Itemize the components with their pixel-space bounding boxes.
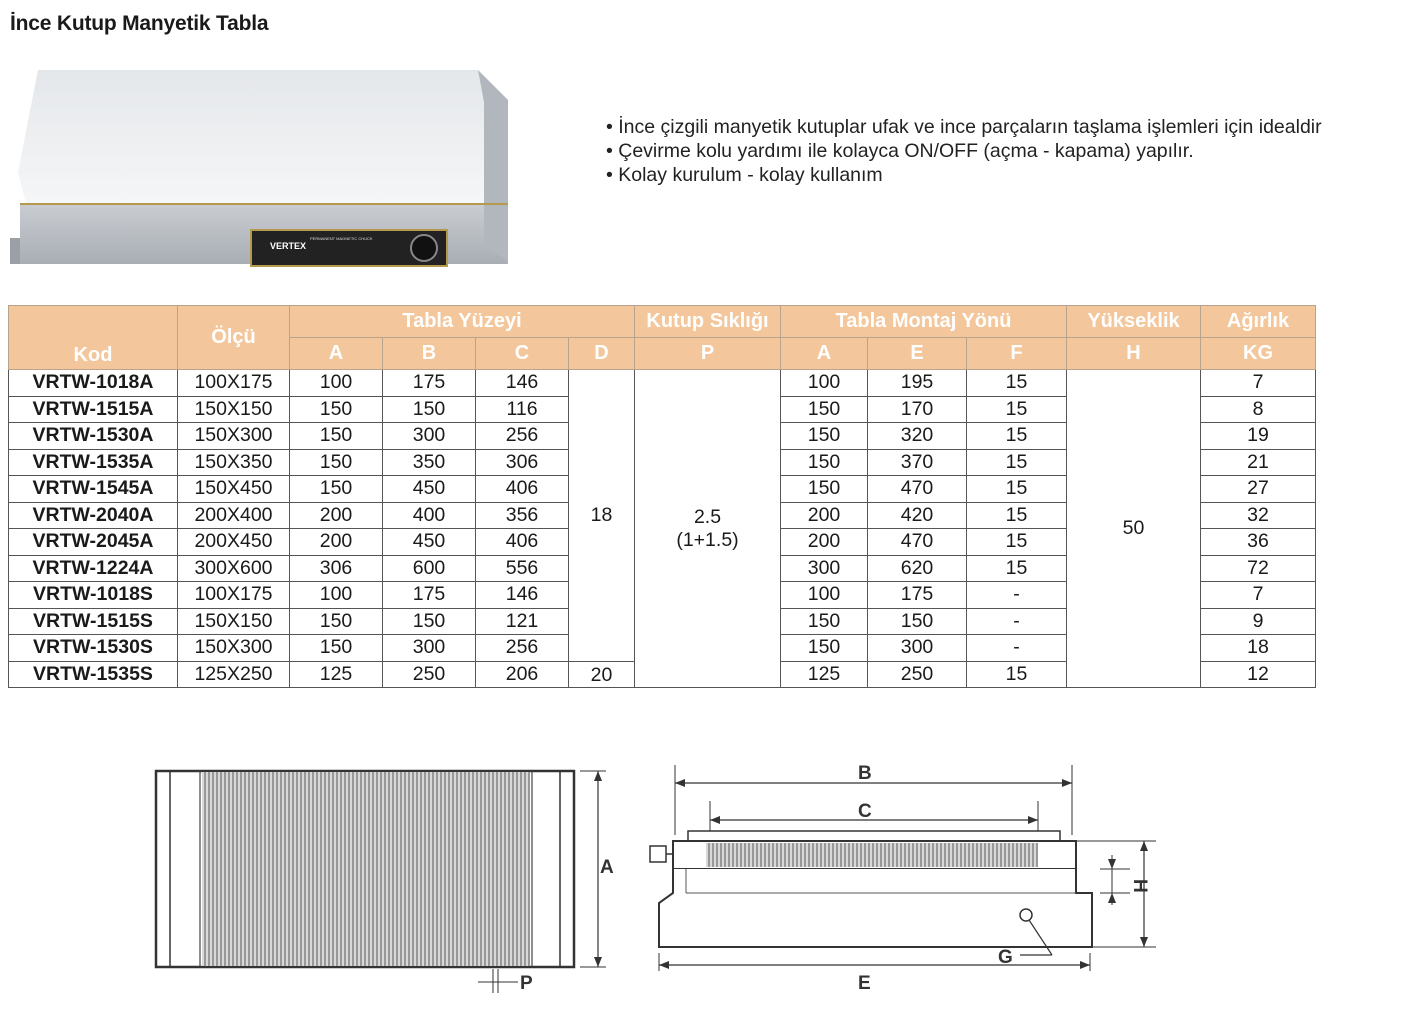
cell-olcu: 150X350 [178,449,290,476]
cell-c: 116 [476,396,569,423]
feature-item: • İnce çizgili manyetik kutuplar ufak ve ince parçaların taşlama işlemleri için idealdir [606,116,1322,138]
product-photo [8,62,518,277]
cell-kod: VRTW-1515A [9,396,178,423]
cell-olcu: 300X600 [178,555,290,582]
cell-b: 350 [383,449,476,476]
feature-item: • Kolay kurulum - kolay kullanım [606,164,883,186]
label-g: G [998,947,1013,968]
subheader-b: B [383,338,476,370]
cell-kg: 8 [1201,396,1316,423]
cell-b: 450 [383,529,476,556]
cell-e: 470 [868,476,967,503]
cell-kg: 27 [1201,476,1316,503]
cell-olcu: 150X300 [178,423,290,450]
cell-kod: VRTW-1530S [9,635,178,662]
cell-f: - [967,582,1067,609]
cell-c: 146 [476,370,569,397]
label-p: P [520,973,533,994]
cell-f: 15 [967,476,1067,503]
cell-olcu: 100X175 [178,370,290,397]
cell-a2: 100 [781,370,868,397]
cell-e: 300 [868,635,967,662]
cell-c: 146 [476,582,569,609]
cell-b: 150 [383,608,476,635]
cell-kg: 18 [1201,635,1316,662]
cell-kg: 9 [1201,608,1316,635]
cell-a: 150 [290,423,383,450]
header-yukseklik: Yükseklik [1067,306,1201,338]
feature-item: • Çevirme kolu yardımı ile kolayca ON/OFF (açma - kapama) yapılır. [606,140,1194,162]
page-title: İnce Kutup Manyetik Tabla [10,12,269,35]
subheader-h: H [1067,338,1201,370]
label-b: B [858,763,872,784]
cell-f: 15 [967,370,1067,397]
header-kutup-sikligi: Kutup Sıklığı [635,306,781,338]
technical-drawing [140,755,1170,1005]
subheader-e: E [868,338,967,370]
spec-table [8,305,1316,688]
cell-a2: 150 [781,396,868,423]
cell-f: 15 [967,396,1067,423]
cell-kg: 7 [1201,582,1316,609]
cell-kg: 21 [1201,449,1316,476]
cell-a2: 200 [781,529,868,556]
cell-f: 15 [967,661,1067,688]
cell-c: 356 [476,502,569,529]
cell-b: 300 [383,423,476,450]
nameplate-label: PERMANENT MAGNETIC CHUCK [310,236,373,241]
subheader-p: P [635,338,781,370]
subheader-kg: KG [1201,338,1316,370]
cell-f: - [967,635,1067,662]
cell-kod: VRTW-1535A [9,449,178,476]
cell-kod: VRTW-2040A [9,502,178,529]
cell-kg: 72 [1201,555,1316,582]
nameplate-brand: VERTEX [270,241,307,251]
feature-list [606,115,1336,187]
cell-kod: VRTW-1018S [9,582,178,609]
label-h: H [1129,879,1150,893]
cell-a2: 125 [781,661,868,688]
label-e: E [858,973,871,994]
header-tabla-yuzeyi: Tabla Yüzeyi [290,306,635,338]
header-olcu: Ölçü [178,306,290,370]
cell-olcu: 150X450 [178,476,290,503]
cell-kod: VRTW-1224A [9,555,178,582]
cell-kod: VRTW-1515S [9,608,178,635]
cell-a2: 100 [781,582,868,609]
table-row [9,370,1316,397]
cell-d-merged: 18 [569,370,635,662]
cell-kod: VRTW-1545A [9,476,178,503]
cell-kod: VRTW-1018A [9,370,178,397]
cell-c: 256 [476,635,569,662]
cell-f: 15 [967,423,1067,450]
cell-c: 121 [476,608,569,635]
cell-e: 420 [868,502,967,529]
cell-c: 406 [476,529,569,556]
cell-c: 556 [476,555,569,582]
cell-e: 620 [868,555,967,582]
cell-kod: VRTW-1530A [9,423,178,450]
label-a: A [600,857,614,878]
cell-kg: 7 [1201,370,1316,397]
subheader-a: A [290,338,383,370]
subheader-f: F [967,338,1067,370]
cell-a: 150 [290,396,383,423]
cell-kg: 12 [1201,661,1316,688]
cell-p-merged [635,370,781,688]
cell-e: 170 [868,396,967,423]
cell-kg: 32 [1201,502,1316,529]
cell-a: 100 [290,582,383,609]
cell-c: 306 [476,449,569,476]
cell-b: 600 [383,555,476,582]
cell-olcu: 150X300 [178,635,290,662]
cell-e: 175 [868,582,967,609]
cell-b: 450 [383,476,476,503]
cell-d-last: 20 [569,661,635,688]
cell-a: 100 [290,370,383,397]
cell-a2: 150 [781,635,868,662]
cell-a2: 300 [781,555,868,582]
cell-a: 150 [290,476,383,503]
cell-e: 195 [868,370,967,397]
header-agirlik: Ağırlık [1201,306,1316,338]
header-tabla-montaj-yonu: Tabla Montaj Yönü [781,306,1067,338]
subheader-d: D [569,338,635,370]
side-view [650,763,1156,994]
cell-b: 250 [383,661,476,688]
cell-olcu: 100X175 [178,582,290,609]
cell-kg: 36 [1201,529,1316,556]
header-kod: Kod [9,306,178,370]
p-value: 2.5 [693,505,722,528]
cell-olcu: 200X400 [178,502,290,529]
cell-f: 15 [967,529,1067,556]
cell-f: 15 [967,449,1067,476]
label-c: C [858,801,872,822]
cell-b: 175 [383,582,476,609]
cell-a: 150 [290,635,383,662]
cell-a: 125 [290,661,383,688]
cell-olcu: 150X150 [178,396,290,423]
cell-a: 150 [290,608,383,635]
cell-a: 306 [290,555,383,582]
cell-b: 175 [383,370,476,397]
cell-c: 206 [476,661,569,688]
p-detail: (1+1.5) [676,528,739,551]
cell-c: 406 [476,476,569,503]
subheader-a2: A [781,338,868,370]
cell-e: 150 [868,608,967,635]
cell-kod: VRTW-2045A [9,529,178,556]
cell-f: - [967,608,1067,635]
cell-h-merged: 50 [1067,370,1201,688]
cell-olcu: 125X250 [178,661,290,688]
cell-a: 200 [290,529,383,556]
on-off-knob [411,235,437,261]
cell-a2: 150 [781,476,868,503]
cell-a2: 150 [781,449,868,476]
cell-f: 15 [967,555,1067,582]
cell-e: 470 [868,529,967,556]
cell-a2: 150 [781,423,868,450]
cell-a: 200 [290,502,383,529]
cell-e: 320 [868,423,967,450]
cell-c: 256 [476,423,569,450]
top-view [156,771,614,994]
cell-kg: 19 [1201,423,1316,450]
cell-a: 150 [290,449,383,476]
cell-e: 370 [868,449,967,476]
cell-kod: VRTW-1535S [9,661,178,688]
cell-a2: 150 [781,608,868,635]
cell-e: 250 [868,661,967,688]
cell-b: 300 [383,635,476,662]
subheader-c: C [476,338,569,370]
cell-olcu: 150X150 [178,608,290,635]
cell-olcu: 200X450 [178,529,290,556]
cell-b: 150 [383,396,476,423]
cell-f: 15 [967,502,1067,529]
cell-a2: 200 [781,502,868,529]
cell-b: 400 [383,502,476,529]
